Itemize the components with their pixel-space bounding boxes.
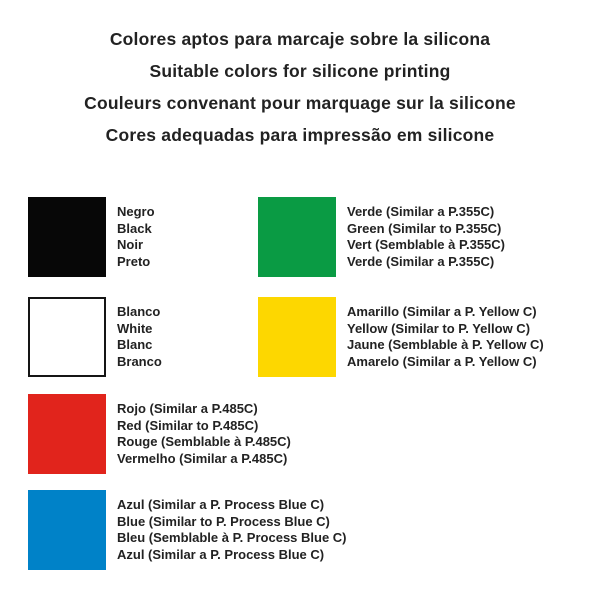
swatch-entry-red: [28, 394, 291, 474]
label-yellow-es: Amarillo (Similar a P. Yellow C): [347, 304, 537, 319]
label-blue-fr: Bleu (Semblable à P. Process Blue C): [117, 530, 347, 545]
swatch-entry-yellow: [258, 297, 544, 377]
label-green-fr: Vert (Semblable à P.355C): [347, 237, 506, 252]
label-red-es: Rojo (Similar a P.485C): [117, 401, 258, 416]
label-yellow-pt: Amarelo (Similar a P. Yellow C): [347, 353, 537, 369]
title-line-en: Suitable colors for silicone printing: [149, 61, 451, 81]
label-white-es: Blanco: [117, 304, 161, 319]
label-yellow-en: Yellow (Similar to P. Yellow C): [347, 320, 531, 336]
yellow-color-swatch: [258, 297, 336, 377]
label-red-en: Red (Similar to P.485C): [117, 417, 259, 433]
label-black-pt: Preto: [117, 253, 151, 269]
label-white-pt: Branco: [117, 353, 162, 369]
label-green-pt: Verde (Similar a P.355C): [347, 253, 495, 269]
label-blue-es: Azul (Similar a P. Process Blue C): [117, 497, 325, 512]
yellow-labels: [347, 304, 544, 370]
label-red-pt: Vermelho (Similar a P.485C): [117, 450, 288, 466]
title-line-es: Colores aptos para marcaje sobre la silicona: [109, 29, 491, 49]
black-labels: [117, 204, 155, 270]
swatch-entry-black: [28, 197, 155, 277]
white-labels: [117, 304, 162, 370]
blue-labels: [117, 497, 347, 563]
green-labels: [347, 204, 505, 270]
red-labels: [117, 401, 291, 467]
red-color-swatch: [28, 394, 106, 474]
label-white-fr: Blanc: [117, 337, 153, 352]
label-white-en: White: [117, 320, 153, 336]
label-black-en: Black: [117, 220, 152, 236]
green-color-swatch: [258, 197, 336, 277]
label-red-fr: Rouge (Semblable à P.485C): [117, 434, 291, 449]
title-line-fr: Couleurs convenant pour marquage sur la silicone: [84, 93, 516, 113]
label-black-fr: Noir: [117, 237, 143, 252]
label-yellow-fr: Jaune (Semblable à P. Yellow C): [347, 337, 544, 352]
label-green-es: Verde (Similar a P.355C): [347, 204, 495, 219]
title-line-pt: Cores adequadas para impressão em silicone: [105, 125, 495, 145]
label-black-es: Negro: [117, 204, 155, 219]
label-green-en: Green (Similar to P.355C): [347, 220, 502, 236]
swatch-entry-white: [28, 297, 162, 377]
swatch-entry-green: [258, 197, 505, 277]
title-block: [0, 23, 600, 151]
black-color-swatch: [28, 197, 106, 277]
label-blue-pt: Azul (Similar a P. Process Blue C): [117, 546, 325, 562]
label-blue-en: Blue (Similar to P. Process Blue C): [117, 513, 330, 529]
swatch-entry-blue: [28, 490, 347, 570]
blue-color-swatch: [28, 490, 106, 570]
white-color-swatch: [28, 297, 106, 377]
